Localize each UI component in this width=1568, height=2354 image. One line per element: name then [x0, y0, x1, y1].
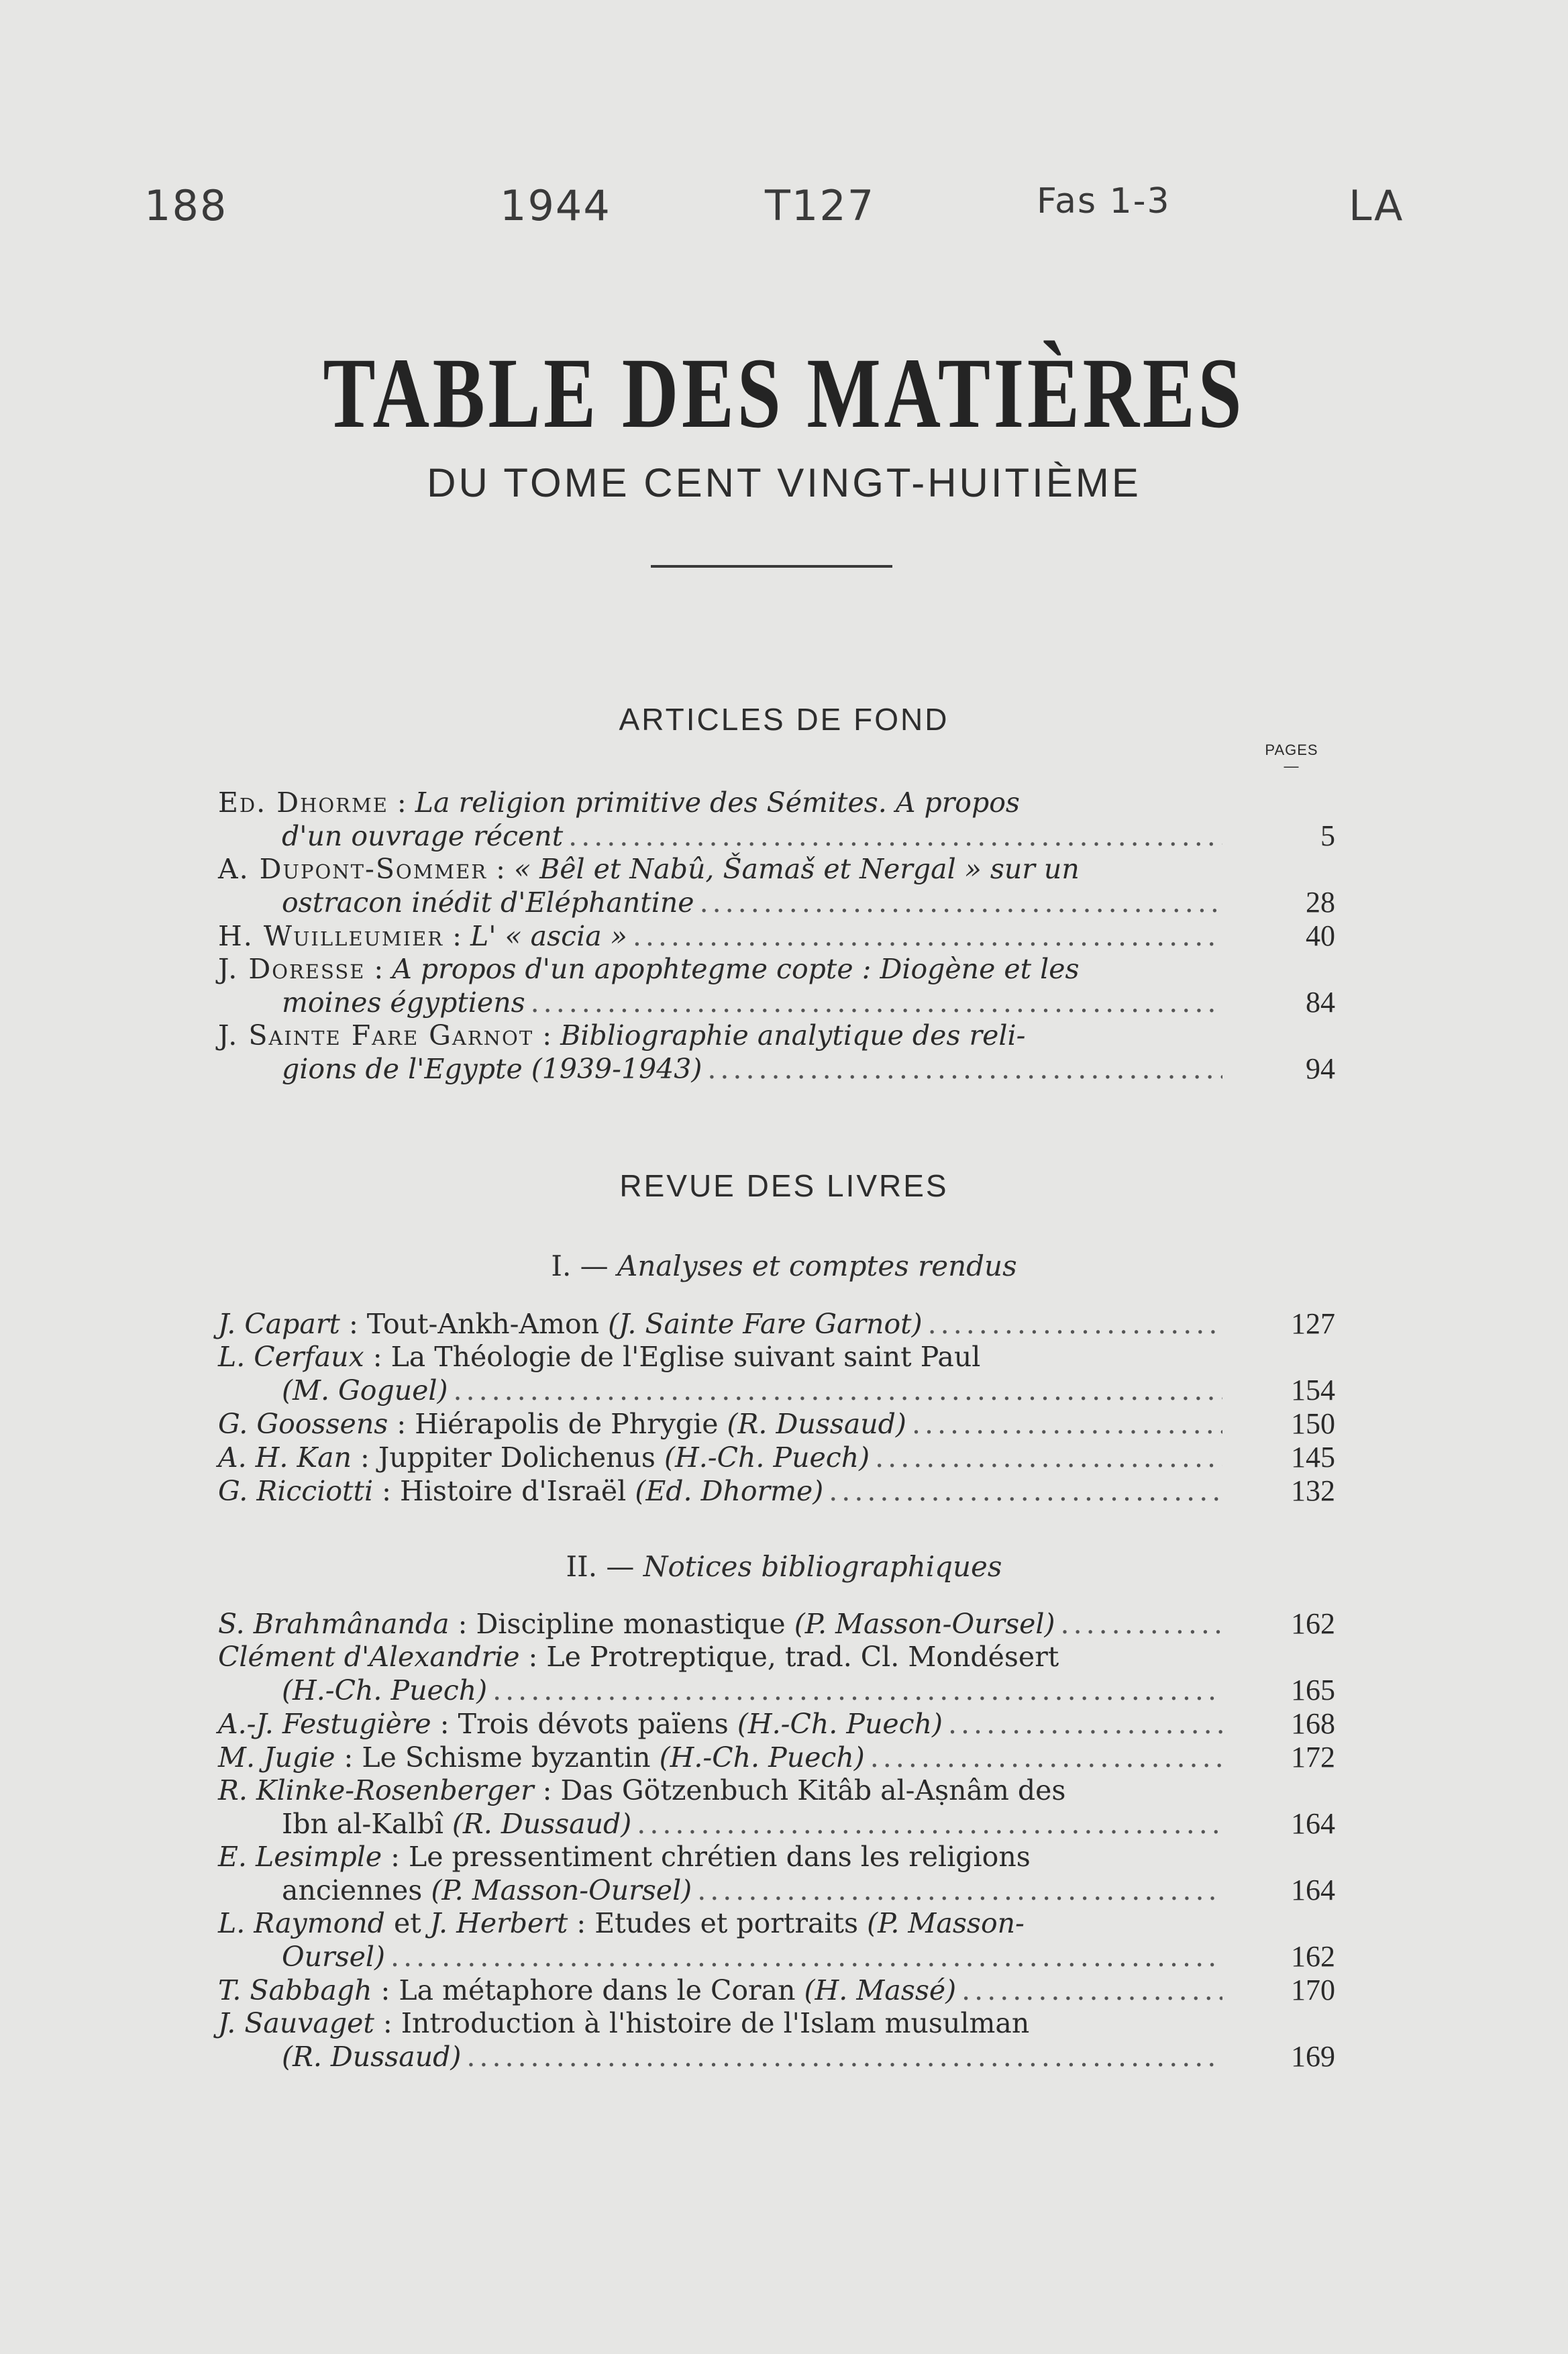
entry-page: 172 — [1291, 1741, 1335, 1774]
entry-title: Le pressentiment chrétien dans les religions — [409, 1841, 1031, 1873]
list-item: M. Jugie : Le Schisme byzantin (H.-Ch. Puech) ..... 172 — [218, 1741, 1335, 1774]
entry-title: Introduction à l'histoire de l'Islam musulman — [401, 2007, 1030, 2039]
entry-reviewer-cont: Oursel) — [282, 1941, 386, 1973]
entry-title-cont: gions de l'Egypte (1939-1943) — [282, 1053, 702, 1085]
entry-title-cont: Ibn al-Kalbî — [282, 1808, 443, 1840]
pages-label-text: PAGES — [1265, 741, 1318, 758]
entry-author: J. Capart — [218, 1308, 340, 1340]
entry-title: « Bêl et Nabû, Šamaš et Nergal » sur un — [514, 853, 1080, 885]
entry-author: Clément d'Alexandrie — [218, 1641, 520, 1673]
entry-title-cont: moines égyptiens — [282, 986, 525, 1019]
entry-page: 170 — [1291, 1974, 1335, 2006]
entry-author: L. Raymond — [218, 1907, 385, 1939]
entry-reviewer: (Ed. Dhorme) — [635, 1475, 824, 1507]
handwritten-note: LA — [1349, 181, 1404, 230]
list-item: G. Ricciotti : Histoire d'Israël (Ed. Dhorme) ..... 132 — [218, 1474, 1335, 1508]
entry-author: J. Doresse — [218, 953, 366, 985]
subsection-number: I. — — [551, 1249, 609, 1282]
entry-title: Tout-Ankh-Amon — [366, 1308, 600, 1340]
entry-title: La religion primitive des Sémites. A propos — [415, 786, 1020, 819]
notices-list — [218, 1607, 1335, 2074]
section-heading-revue: REVUE DES LIVRES — [619, 1168, 949, 1203]
entry-reviewer: (P. Masson-Oursel) — [794, 1608, 1055, 1640]
page-subtitle: DU TOME CENT VINGT-HUITIÈME — [427, 460, 1141, 505]
list-item: T. Sabbagh : La métaphore dans le Coran (H. Massé) ..... 170 — [218, 1974, 1335, 2007]
handwritten-note: 1944 — [500, 181, 611, 230]
entry-title: Trois dévots païens — [458, 1708, 729, 1740]
entry-title: Bibliographie analytique des reli- — [560, 1019, 1026, 1052]
entry-reviewer: (M. Goguel) — [282, 1374, 448, 1406]
entry-reviewer: (H.-Ch. Puech) — [737, 1708, 943, 1740]
entry-page: 40 — [1306, 919, 1335, 952]
entry-title: Das Götzenbuch Kitâb al-Aṣnâm des — [560, 1774, 1066, 1806]
entry-author: G. Ricciotti — [218, 1475, 374, 1507]
entry-title: La Théologie de l'Eglise suivant saint Paul — [390, 1341, 981, 1373]
list-item: L. Cerfaux : La Théologie de l'Eglise suivant saint Paul (M. Goguel) ..... 154 — [218, 1341, 1335, 1407]
entry-author: H. Wuilleumier — [218, 920, 444, 952]
entry-page: 132 — [1291, 1474, 1335, 1507]
entry-title-cont: d'un ouvrage récent — [282, 820, 564, 852]
entry-author: T. Sabbagh — [218, 1974, 372, 2006]
entry-author: L. Cerfaux — [218, 1341, 364, 1373]
entry-author: R. Klinke-Rosenberger — [218, 1774, 534, 1806]
page-title: TABLE DES MATIÈRES — [323, 338, 1245, 449]
entry-title-cont: ostracon inédit d'Eléphantine — [282, 886, 694, 919]
subsection-heading-notices — [0, 1550, 1568, 1583]
entry-reviewer: (P. Masson-Oursel) — [431, 1874, 692, 1906]
entry-author: E. Lesimple — [218, 1841, 382, 1873]
list-item: S. Brahmânanda : Discipline monastique (P. Masson-Oursel) ..... 162 — [218, 1607, 1335, 1641]
list-item: J. Sauvaget : Introduction à l'histoire de l'Islam musulman (R. Dussaud) ..... 169 — [218, 2007, 1335, 2074]
entry-title: Etudes et portraits — [594, 1907, 859, 1939]
pages-column-label — [1255, 741, 1328, 774]
entry-author: M. Jugie — [218, 1741, 335, 1774]
entry-author: S. Brahmânanda — [218, 1608, 450, 1640]
entry-author: J. Herbert — [429, 1907, 568, 1939]
entry-reviewer: (R. Dussaud) — [727, 1408, 906, 1440]
list-item: Clément d'Alexandrie : Le Protreptique, trad. Cl. Mondésert (H.-Ch. Puech) ..... 165 — [218, 1641, 1335, 1707]
list-item: L. Raymond et J. Herbert : Etudes et portraits (P. Masson- Oursel) ..... 162 — [218, 1907, 1335, 1974]
entry-page: 28 — [1306, 886, 1335, 919]
entry-author: J. Sainte Fare Garnot — [218, 1019, 534, 1052]
entry-reviewer: (J. Sainte Fare Garnot) — [608, 1308, 923, 1340]
entry-page: 162 — [1291, 1607, 1335, 1640]
entry-page: 94 — [1306, 1052, 1335, 1085]
subsection-number: II. — — [566, 1550, 635, 1583]
entry-title: Hiérapolis de Phrygie — [415, 1408, 719, 1440]
title-rule — [651, 565, 892, 568]
entry-page: 162 — [1291, 1940, 1335, 1973]
entry-page: 150 — [1291, 1407, 1335, 1440]
entry-page: 127 — [1291, 1307, 1335, 1340]
entry-title: Histoire d'Israël — [400, 1475, 627, 1507]
entry-reviewer: (H.-Ch. Puech) — [664, 1441, 870, 1474]
list-item: H. Wuilleumier : L' « ascia » ..... 40 — [218, 919, 1335, 953]
entry-reviewer: (H.-Ch. Puech) — [659, 1741, 865, 1774]
entry-author: G. Goossens — [218, 1408, 388, 1440]
list-item: J. Capart : Tout-Ankh-Amon (J. Sainte Fare Garnot) ..... 127 — [218, 1307, 1335, 1341]
subsection-title: Analyses et comptes rendus — [617, 1249, 1017, 1282]
entry-conjunction: et — [393, 1907, 421, 1939]
entry-title-cont: anciennes — [282, 1874, 423, 1906]
handwritten-note: 188 — [144, 181, 228, 230]
list-item: J. Doresse : A propos d'un apophtegme copte : Diogène et les moines égyptiens ..... 84 — [218, 953, 1335, 1019]
entry-author: A. H. Kan — [218, 1441, 352, 1474]
entry-page: 169 — [1291, 2040, 1335, 2073]
entry-page: 154 — [1291, 1374, 1335, 1406]
entry-author: J. Sauvaget — [218, 2007, 374, 2039]
list-item: A. Dupont-Sommer : « Bêl et Nabû, Šamaš et Nergal » sur un ostracon inédit d'Eléphantine ..... 28 — [218, 853, 1335, 919]
entry-page: 168 — [1291, 1707, 1335, 1740]
handwritten-note: T127 — [765, 181, 876, 230]
entry-title: Discipline monastique — [476, 1608, 786, 1640]
entry-author: Ed. Dhorme — [218, 786, 388, 819]
entry-reviewer: (H. Massé) — [804, 1974, 957, 2006]
list-item: Ed. Dhorme : La religion primitive des Sémites. A propos d'un ouvrage récent ..... 5 — [218, 786, 1335, 853]
entry-reviewer: (P. Masson- — [867, 1907, 1025, 1939]
entry-title: Juppiter Dolichenus — [378, 1441, 656, 1474]
list-item: J. Sainte Fare Garnot : Bibliographie analytique des reli- gions de l'Egypte (1939-1943) ..... 94 — [218, 1019, 1335, 1086]
list-item: A. H. Kan : Juppiter Dolichenus (H.-Ch. Puech) ..... 145 — [218, 1441, 1335, 1474]
entry-title: Le Schisme byzantin — [362, 1741, 651, 1774]
subsection-heading-analyses — [0, 1249, 1568, 1282]
entry-title: A propos d'un apophtegme copte : Diogène et les — [392, 953, 1080, 985]
list-item: A.-J. Festugière : Trois dévots païens (H.-Ch. Puech) ..... 168 — [218, 1707, 1335, 1741]
entry-title: Le Protreptique, trad. Cl. Mondésert — [546, 1641, 1059, 1673]
analyses-list — [218, 1307, 1335, 1508]
entry-author: A.-J. Festugière — [218, 1708, 431, 1740]
entry-page: 164 — [1291, 1807, 1335, 1840]
subsection-title: Notices bibliographiques — [643, 1550, 1002, 1583]
list-item: R. Klinke-Rosenberger : Das Götzenbuch Kitâb al-Aṣnâm des Ibn al-Kalbî (R. Dussaud) ..... 164 — [218, 1774, 1335, 1841]
entry-title: La métaphore dans le Coran — [399, 1974, 796, 2006]
entry-page: 5 — [1320, 819, 1335, 852]
list-item: G. Goossens : Hiérapolis de Phrygie (R. Dussaud) ..... 150 — [218, 1407, 1335, 1441]
entry-reviewer: (H.-Ch. Puech) — [282, 1674, 488, 1706]
entry-page: 165 — [1291, 1674, 1335, 1706]
entry-reviewer: (R. Dussaud) — [452, 1808, 632, 1840]
entry-reviewer: (R. Dussaud) — [282, 2041, 462, 2073]
articles-list — [218, 786, 1335, 1086]
list-item: E. Lesimple : Le pressentiment chrétien dans les religions anciennes (P. Masson-Oursel) ..... 164 — [218, 1841, 1335, 1907]
entry-author: A. Dupont-Sommer — [218, 853, 488, 885]
entry-title: L' « ascia » — [470, 920, 627, 952]
section-heading-articles: ARTICLES DE FOND — [619, 702, 949, 737]
pages-label-dash: — — [1284, 758, 1300, 774]
handwritten-note: Fas 1-3 — [1037, 181, 1171, 221]
entry-page: 84 — [1306, 986, 1335, 1019]
entry-page: 164 — [1291, 1874, 1335, 1906]
entry-page: 145 — [1291, 1441, 1335, 1474]
